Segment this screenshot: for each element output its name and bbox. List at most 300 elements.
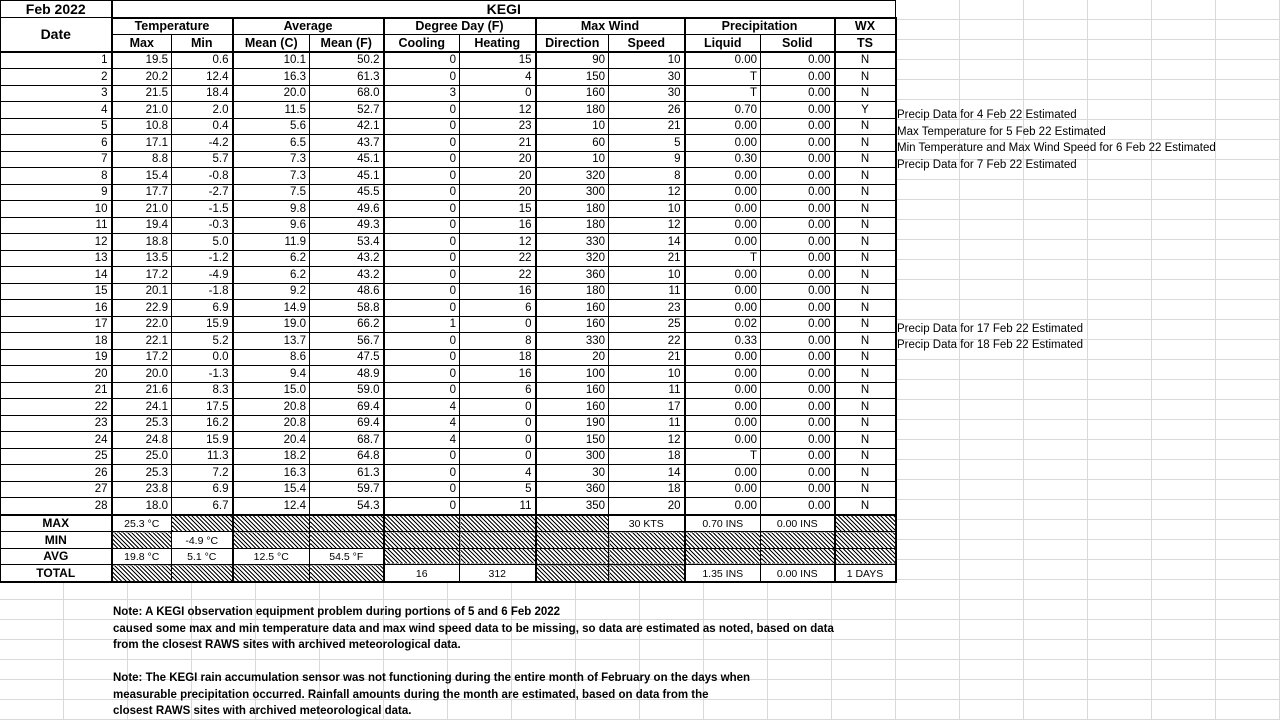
cell-liquid[interactable]: 0.33 (685, 333, 761, 350)
cell-mean-f[interactable]: 43.2 (310, 250, 384, 267)
cell-mean-f[interactable]: 59.7 (310, 481, 384, 498)
total-label[interactable]: TOTAL (1, 565, 112, 582)
cell-min[interactable]: 12.4 (172, 69, 233, 86)
cell-mean-f[interactable]: 45.5 (310, 184, 384, 201)
cell-min[interactable]: -0.3 (172, 217, 233, 234)
cell-date[interactable]: 6 (1, 135, 112, 152)
cell-direction[interactable]: 180 (536, 102, 609, 119)
cell-date[interactable]: 10 (1, 201, 112, 218)
cell-mean-c[interactable]: 9.2 (233, 283, 310, 300)
cell-solid[interactable]: 0.00 (761, 283, 835, 300)
cell-cooling[interactable]: 0 (384, 234, 460, 251)
cell-mean-f[interactable]: 66.2 (310, 316, 384, 333)
cell-solid[interactable]: 0.00 (761, 184, 835, 201)
cell-direction[interactable]: 300 (536, 184, 609, 201)
cell-ts[interactable]: N (835, 498, 896, 515)
row-note[interactable]: Min Temperature and Max Wind Speed for 6 Feb 22 Estimated (897, 142, 1216, 154)
cell-heating[interactable]: 21 (460, 135, 536, 152)
cell-heating[interactable]: 11 (460, 498, 536, 515)
cell-date[interactable]: 9 (1, 184, 112, 201)
cell-cooling[interactable]: 0 (384, 135, 460, 152)
cell-max[interactable]: 25.3 (112, 415, 172, 432)
cell-date[interactable]: 26 (1, 465, 112, 482)
cell-heating[interactable]: 16 (460, 283, 536, 300)
cell-solid[interactable]: 0.00 (761, 85, 835, 102)
cell-solid[interactable]: 0.00 (761, 481, 835, 498)
cell-liquid[interactable]: 0.00 (685, 234, 761, 251)
cell-min[interactable]: 5.2 (172, 333, 233, 350)
cell-liquid[interactable]: 0.00 (685, 300, 761, 317)
cell-liquid[interactable]: T (685, 69, 761, 86)
cell-min[interactable]: 16.2 (172, 415, 233, 432)
cell-min[interactable]: -0.8 (172, 168, 233, 185)
cell-ts[interactable]: N (835, 448, 896, 465)
cell-ts[interactable]: N (835, 465, 896, 482)
cell-mean-f[interactable]: 61.3 (310, 465, 384, 482)
cell-cooling[interactable]: 0 (384, 448, 460, 465)
cell-ts[interactable]: N (835, 300, 896, 317)
cell-mean-c[interactable]: 8.6 (233, 349, 310, 366)
cell-max[interactable]: 10.8 (112, 118, 172, 135)
cell-mean-c[interactable]: 20.8 (233, 399, 310, 416)
cell-solid[interactable]: 0.00 (761, 102, 835, 119)
cell-direction[interactable]: 330 (536, 333, 609, 350)
cell-cooling[interactable]: 4 (384, 432, 460, 449)
cell-max[interactable]: 8.8 (112, 151, 172, 168)
cell-heating[interactable]: 22 (460, 250, 536, 267)
cell-cooling[interactable]: 0 (384, 349, 460, 366)
cell-liquid[interactable]: 0.00 (685, 267, 761, 284)
cell-heating[interactable]: 12 (460, 102, 536, 119)
cell-liquid[interactable]: 0.00 (685, 498, 761, 515)
col-heating[interactable]: Heating (460, 35, 536, 52)
cell-solid[interactable]: 0.00 (761, 52, 835, 69)
avg-label[interactable]: AVG (1, 548, 112, 565)
cell-date[interactable]: 19 (1, 349, 112, 366)
cell-mean-f[interactable]: 53.4 (310, 234, 384, 251)
cell-heating[interactable]: 20 (460, 168, 536, 185)
cell-speed[interactable]: 30 (609, 69, 685, 86)
temperature-group-header[interactable]: Temperature (112, 18, 233, 35)
cell-min[interactable]: 6.9 (172, 300, 233, 317)
col-mean-c[interactable]: Mean (C) (233, 35, 310, 52)
cell-ts[interactable]: N (835, 316, 896, 333)
cell-mean-f[interactable]: 49.3 (310, 217, 384, 234)
cell-heating[interactable]: 12 (460, 234, 536, 251)
wx-group-header[interactable]: WX (835, 18, 896, 35)
cell-direction[interactable]: 160 (536, 316, 609, 333)
cell-ts[interactable]: N (835, 184, 896, 201)
cell-speed[interactable]: 30 (609, 85, 685, 102)
cell-direction[interactable]: 160 (536, 399, 609, 416)
cell-speed[interactable]: 8 (609, 168, 685, 185)
cell-heating[interactable]: 23 (460, 118, 536, 135)
cell-date[interactable]: 3 (1, 85, 112, 102)
rain-sensor-note[interactable] (113, 670, 750, 720)
cell-speed[interactable]: 26 (609, 102, 685, 119)
summary-avg-mean-f[interactable]: 54.5 °F (310, 548, 384, 565)
cell-solid[interactable]: 0.00 (761, 399, 835, 416)
cell-max[interactable]: 22.9 (112, 300, 172, 317)
cell-ts[interactable]: N (835, 432, 896, 449)
cell-min[interactable]: -1.3 (172, 366, 233, 383)
cell-mean-c[interactable]: 6.2 (233, 250, 310, 267)
cell-liquid[interactable]: 0.00 (685, 481, 761, 498)
cell-mean-f[interactable]: 48.9 (310, 366, 384, 383)
cell-solid[interactable]: 0.00 (761, 382, 835, 399)
cell-speed[interactable]: 21 (609, 349, 685, 366)
cell-mean-c[interactable]: 11.5 (233, 102, 310, 119)
cell-max[interactable]: 17.1 (112, 135, 172, 152)
cell-liquid[interactable]: 0.00 (685, 217, 761, 234)
cell-heating[interactable]: 6 (460, 300, 536, 317)
cell-speed[interactable]: 11 (609, 382, 685, 399)
cell-mean-f[interactable]: 54.3 (310, 498, 384, 515)
cell-cooling[interactable]: 0 (384, 69, 460, 86)
cell-date[interactable]: 28 (1, 498, 112, 515)
cell-mean-f[interactable]: 42.1 (310, 118, 384, 135)
cell-speed[interactable]: 25 (609, 316, 685, 333)
cell-min[interactable]: 6.7 (172, 498, 233, 515)
cell-ts[interactable]: N (835, 168, 896, 185)
cell-min[interactable]: 0.6 (172, 52, 233, 69)
cell-liquid[interactable]: 0.30 (685, 151, 761, 168)
cell-ts[interactable]: N (835, 349, 896, 366)
cell-heating[interactable]: 20 (460, 151, 536, 168)
cell-date[interactable]: 11 (1, 217, 112, 234)
cell-mean-f[interactable]: 45.1 (310, 168, 384, 185)
cell-direction[interactable]: 360 (536, 481, 609, 498)
cell-max[interactable]: 18.8 (112, 234, 172, 251)
cell-date[interactable]: 15 (1, 283, 112, 300)
col-max[interactable]: Max (112, 35, 172, 52)
cell-direction[interactable]: 10 (536, 118, 609, 135)
cell-heating[interactable]: 15 (460, 52, 536, 69)
cell-mean-f[interactable]: 69.4 (310, 399, 384, 416)
cell-solid[interactable]: 0.00 (761, 267, 835, 284)
cell-solid[interactable]: 0.00 (761, 69, 835, 86)
cell-mean-f[interactable]: 48.6 (310, 283, 384, 300)
cell-mean-c[interactable]: 6.2 (233, 267, 310, 284)
cell-mean-c[interactable]: 7.3 (233, 151, 310, 168)
cell-speed[interactable]: 18 (609, 481, 685, 498)
cell-cooling[interactable]: 0 (384, 465, 460, 482)
cell-mean-c[interactable]: 20.0 (233, 85, 310, 102)
cell-mean-f[interactable]: 58.8 (310, 300, 384, 317)
cell-date[interactable]: 18 (1, 333, 112, 350)
cell-heating[interactable]: 5 (460, 481, 536, 498)
cell-mean-c[interactable]: 7.5 (233, 184, 310, 201)
cell-max[interactable]: 13.5 (112, 250, 172, 267)
cell-solid[interactable]: 0.00 (761, 250, 835, 267)
cell-liquid[interactable]: 0.00 (685, 382, 761, 399)
row-note[interactable]: Max Temperature for 5 Feb 22 Estimated (897, 125, 1106, 138)
cell-mean-c[interactable]: 7.3 (233, 168, 310, 185)
cell-min[interactable]: 5.7 (172, 151, 233, 168)
cell-speed[interactable]: 14 (609, 234, 685, 251)
cell-cooling[interactable]: 0 (384, 283, 460, 300)
cell-cooling[interactable]: 0 (384, 250, 460, 267)
cell-date[interactable]: 21 (1, 382, 112, 399)
cell-date[interactable]: 1 (1, 52, 112, 69)
cell-speed[interactable]: 14 (609, 465, 685, 482)
summary-avg-mean-c[interactable]: 12.5 °C (233, 548, 310, 565)
cell-liquid[interactable]: 0.00 (685, 201, 761, 218)
cell-heating[interactable]: 4 (460, 69, 536, 86)
cell-date[interactable]: 8 (1, 168, 112, 185)
summary-max-speed[interactable]: 30 KTS (609, 515, 685, 532)
cell-mean-c[interactable]: 9.8 (233, 201, 310, 218)
cell-solid[interactable]: 0.00 (761, 234, 835, 251)
cell-ts[interactable]: N (835, 382, 896, 399)
cell-mean-f[interactable]: 52.7 (310, 102, 384, 119)
cell-ts[interactable]: N (835, 135, 896, 152)
cell-heating[interactable]: 18 (460, 349, 536, 366)
cell-date[interactable]: 25 (1, 448, 112, 465)
cell-cooling[interactable]: 0 (384, 217, 460, 234)
cell-max[interactable]: 17.2 (112, 267, 172, 284)
cell-date[interactable]: 2 (1, 69, 112, 86)
col-mean-f[interactable]: Mean (F) (310, 35, 384, 52)
col-speed[interactable]: Speed (609, 35, 685, 52)
cell-max[interactable]: 20.1 (112, 283, 172, 300)
cell-max[interactable]: 19.4 (112, 217, 172, 234)
cell-solid[interactable]: 0.00 (761, 349, 835, 366)
cell-min[interactable]: -1.2 (172, 250, 233, 267)
cell-direction[interactable]: 160 (536, 85, 609, 102)
cell-mean-c[interactable]: 9.4 (233, 366, 310, 383)
cell-direction[interactable]: 330 (536, 234, 609, 251)
cell-heating[interactable]: 0 (460, 432, 536, 449)
cell-direction[interactable]: 190 (536, 415, 609, 432)
cell-mean-c[interactable]: 15.0 (233, 382, 310, 399)
cell-speed[interactable]: 10 (609, 267, 685, 284)
max-label[interactable]: MAX (1, 515, 112, 532)
cell-solid[interactable]: 0.00 (761, 217, 835, 234)
cell-date[interactable]: 17 (1, 316, 112, 333)
cell-min[interactable]: 0.4 (172, 118, 233, 135)
cell-mean-c[interactable]: 18.2 (233, 448, 310, 465)
cell-max[interactable]: 21.5 (112, 85, 172, 102)
cell-liquid[interactable]: 0.00 (685, 366, 761, 383)
cell-mean-f[interactable]: 69.4 (310, 415, 384, 432)
cell-solid[interactable]: 0.00 (761, 465, 835, 482)
cell-direction[interactable]: 90 (536, 52, 609, 69)
cell-speed[interactable]: 20 (609, 498, 685, 515)
cell-max[interactable]: 22.0 (112, 316, 172, 333)
cell-solid[interactable]: 0.00 (761, 135, 835, 152)
cell-ts[interactable]: N (835, 333, 896, 350)
cell-liquid[interactable]: 0.00 (685, 432, 761, 449)
summary-max-temp[interactable]: 25.3 °C (112, 515, 172, 532)
cell-direction[interactable]: 160 (536, 300, 609, 317)
cell-min[interactable]: -1.5 (172, 201, 233, 218)
degree-day-group-header[interactable]: Degree Day (F) (384, 18, 536, 35)
summary-total-cooling[interactable]: 16 (384, 565, 460, 582)
cell-mean-c[interactable]: 15.4 (233, 481, 310, 498)
cell-mean-c[interactable]: 20.4 (233, 432, 310, 449)
cell-cooling[interactable]: 0 (384, 481, 460, 498)
cell-liquid[interactable]: 0.00 (685, 135, 761, 152)
cell-solid[interactable]: 0.00 (761, 366, 835, 383)
cell-cooling[interactable]: 3 (384, 85, 460, 102)
min-label[interactable]: MIN (1, 532, 112, 549)
precipitation-group-header[interactable]: Precipitation (685, 18, 835, 35)
cell-mean-f[interactable]: 43.7 (310, 135, 384, 152)
cell-solid[interactable]: 0.00 (761, 448, 835, 465)
cell-max[interactable]: 17.2 (112, 349, 172, 366)
cell-mean-f[interactable]: 61.3 (310, 69, 384, 86)
summary-avg-max[interactable]: 19.8 °C (112, 548, 172, 565)
cell-mean-f[interactable]: 59.0 (310, 382, 384, 399)
cell-ts[interactable]: N (835, 69, 896, 86)
cell-mean-f[interactable]: 68.0 (310, 85, 384, 102)
cell-date[interactable]: 4 (1, 102, 112, 119)
cell-mean-f[interactable]: 45.1 (310, 151, 384, 168)
station-title[interactable]: KEGI (112, 1, 896, 18)
equipment-note[interactable] (113, 604, 834, 654)
cell-cooling[interactable]: 0 (384, 168, 460, 185)
cell-ts[interactable]: N (835, 250, 896, 267)
cell-mean-f[interactable]: 50.2 (310, 52, 384, 69)
cell-mean-c[interactable]: 19.0 (233, 316, 310, 333)
cell-min[interactable]: 7.2 (172, 465, 233, 482)
cell-ts[interactable]: N (835, 283, 896, 300)
cell-speed[interactable]: 22 (609, 333, 685, 350)
cell-heating[interactable]: 15 (460, 201, 536, 218)
cell-cooling[interactable]: 0 (384, 333, 460, 350)
cell-ts[interactable]: N (835, 399, 896, 416)
cell-direction[interactable]: 320 (536, 168, 609, 185)
cell-min[interactable]: 0.0 (172, 349, 233, 366)
summary-total-solid[interactable]: 0.00 INS (761, 565, 835, 582)
cell-liquid[interactable]: 0.70 (685, 102, 761, 119)
cell-speed[interactable]: 12 (609, 184, 685, 201)
cell-date[interactable]: 16 (1, 300, 112, 317)
cell-heating[interactable]: 6 (460, 382, 536, 399)
cell-min[interactable]: 17.5 (172, 399, 233, 416)
cell-direction[interactable]: 360 (536, 267, 609, 284)
cell-date[interactable]: 23 (1, 415, 112, 432)
cell-liquid[interactable]: 0.00 (685, 118, 761, 135)
cell-speed[interactable]: 10 (609, 366, 685, 383)
cell-max[interactable]: 22.1 (112, 333, 172, 350)
cell-direction[interactable]: 180 (536, 217, 609, 234)
cell-ts[interactable]: N (835, 234, 896, 251)
cell-solid[interactable]: 0.00 (761, 151, 835, 168)
cell-mean-c[interactable]: 14.9 (233, 300, 310, 317)
date-header[interactable]: Date (1, 18, 112, 52)
cell-solid[interactable]: 0.00 (761, 168, 835, 185)
cell-speed[interactable]: 11 (609, 415, 685, 432)
cell-mean-c[interactable]: 20.8 (233, 415, 310, 432)
cell-ts[interactable]: N (835, 481, 896, 498)
cell-mean-c[interactable]: 12.4 (233, 498, 310, 515)
cell-direction[interactable]: 300 (536, 448, 609, 465)
cell-date[interactable]: 20 (1, 366, 112, 383)
summary-max-solid[interactable]: 0.00 INS (761, 515, 835, 532)
cell-heating[interactable]: 4 (460, 465, 536, 482)
summary-avg-min[interactable]: 5.1 °C (172, 548, 233, 565)
col-solid[interactable]: Solid (761, 35, 835, 52)
row-note[interactable]: Precip Data for 4 Feb 22 Estimated (897, 109, 1077, 121)
summary-total-ts[interactable]: 1 DAYS (835, 565, 896, 582)
cell-direction[interactable]: 150 (536, 432, 609, 449)
cell-date[interactable]: 24 (1, 432, 112, 449)
cell-heating[interactable]: 0 (460, 316, 536, 333)
cell-solid[interactable]: 0.00 (761, 333, 835, 350)
cell-date[interactable]: 14 (1, 267, 112, 284)
col-cooling[interactable]: Cooling (384, 35, 460, 52)
cell-ts[interactable]: N (835, 118, 896, 135)
cell-speed[interactable]: 21 (609, 250, 685, 267)
cell-mean-f[interactable]: 68.7 (310, 432, 384, 449)
cell-mean-f[interactable]: 49.6 (310, 201, 384, 218)
cell-solid[interactable]: 0.00 (761, 201, 835, 218)
cell-speed[interactable]: 21 (609, 118, 685, 135)
col-min[interactable]: Min (172, 35, 233, 52)
cell-mean-c[interactable]: 5.6 (233, 118, 310, 135)
cell-ts[interactable]: N (835, 366, 896, 383)
cell-date[interactable]: 5 (1, 118, 112, 135)
cell-liquid[interactable]: 0.02 (685, 316, 761, 333)
cell-heating[interactable]: 0 (460, 448, 536, 465)
cell-mean-c[interactable]: 6.5 (233, 135, 310, 152)
cell-direction[interactable]: 60 (536, 135, 609, 152)
cell-ts[interactable]: N (835, 217, 896, 234)
cell-cooling[interactable]: 0 (384, 300, 460, 317)
cell-min[interactable]: 11.3 (172, 448, 233, 465)
cell-heating[interactable]: 16 (460, 217, 536, 234)
cell-max[interactable]: 15.4 (112, 168, 172, 185)
cell-solid[interactable]: 0.00 (761, 432, 835, 449)
cell-mean-c[interactable]: 13.7 (233, 333, 310, 350)
cell-max[interactable]: 17.7 (112, 184, 172, 201)
cell-cooling[interactable]: 0 (384, 498, 460, 515)
cell-min[interactable]: 15.9 (172, 316, 233, 333)
cell-solid[interactable]: 0.00 (761, 300, 835, 317)
cell-min[interactable]: -2.7 (172, 184, 233, 201)
cell-solid[interactable]: 0.00 (761, 498, 835, 515)
cell-max[interactable]: 25.0 (112, 448, 172, 465)
cell-min[interactable]: 8.3 (172, 382, 233, 399)
cell-date[interactable]: 22 (1, 399, 112, 416)
cell-liquid[interactable]: 0.00 (685, 168, 761, 185)
cell-liquid[interactable]: 0.00 (685, 283, 761, 300)
cell-speed[interactable]: 17 (609, 399, 685, 416)
cell-heating[interactable]: 0 (460, 85, 536, 102)
cell-max[interactable]: 21.0 (112, 102, 172, 119)
cell-liquid[interactable]: T (685, 250, 761, 267)
month-title[interactable]: Feb 2022 (1, 1, 112, 18)
cell-ts[interactable]: Y (835, 102, 896, 119)
cell-min[interactable]: 18.4 (172, 85, 233, 102)
cell-cooling[interactable]: 1 (384, 316, 460, 333)
cell-mean-f[interactable]: 43.2 (310, 267, 384, 284)
cell-max[interactable]: 24.1 (112, 399, 172, 416)
cell-cooling[interactable]: 4 (384, 415, 460, 432)
cell-min[interactable]: 6.9 (172, 481, 233, 498)
cell-date[interactable]: 12 (1, 234, 112, 251)
cell-cooling[interactable]: 0 (384, 118, 460, 135)
cell-direction[interactable]: 320 (536, 250, 609, 267)
cell-speed[interactable]: 9 (609, 151, 685, 168)
cell-speed[interactable]: 12 (609, 432, 685, 449)
summary-max-liquid[interactable]: 0.70 INS (685, 515, 761, 532)
cell-speed[interactable]: 5 (609, 135, 685, 152)
average-group-header[interactable]: Average (233, 18, 384, 35)
cell-liquid[interactable]: 0.00 (685, 184, 761, 201)
